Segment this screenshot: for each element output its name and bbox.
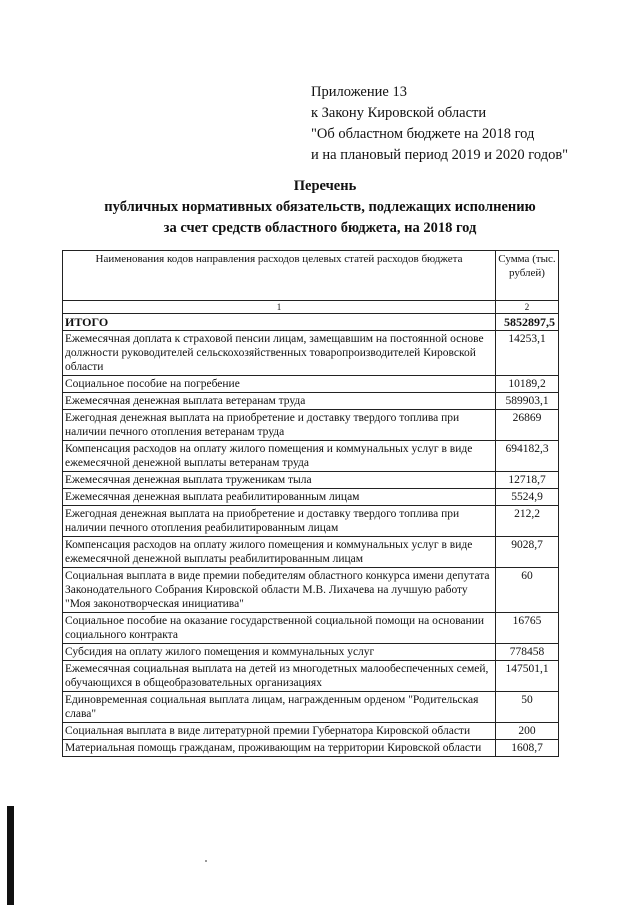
row-name: Ежемесячная денежная выплата реабилитированным лицам — [63, 489, 496, 506]
row-value: 26869 — [496, 410, 559, 441]
total-value: 5852897,5 — [496, 314, 559, 331]
row-name: Ежегодная денежная выплата на приобретение и доставку твердого топлива при наличии печного отопления реабилитированным лицам — [63, 506, 496, 537]
appendix-line: и на плановый период 2019 и 2020 годов" — [311, 147, 569, 163]
row-value: 14253,1 — [496, 331, 559, 376]
row-name: Единовременная социальная выплата лицам, награжденным орденом "Родительская слава" — [63, 692, 496, 723]
document-heading — [0, 176, 640, 239]
row-value: 694182,3 — [496, 441, 559, 472]
row-name: Социальное пособие на оказание государственной социальной помощи на основании социального контракта — [63, 613, 496, 644]
table-row — [63, 661, 559, 692]
document-title: Перечень — [293, 178, 357, 194]
row-name: Социальная выплата в виде премии победителям областного конкурса имени депутата Законодательного Собрания Кировской области М.В. Лихачева на лучшую работу "Моя законотворческая инициатива" — [63, 568, 496, 613]
table-row — [63, 692, 559, 723]
scan-speck — [205, 860, 207, 862]
table-row — [63, 489, 559, 506]
obligations-table — [62, 250, 559, 757]
row-name: Ежегодная денежная выплата на приобретение и доставку твердого топлива при наличии печного отопления ветеранам труда — [63, 410, 496, 441]
row-value: 60 — [496, 568, 559, 613]
row-name: Социальная выплата в виде литературной премии Губернатора Кировской области — [63, 723, 496, 740]
table-row — [63, 537, 559, 568]
total-label: ИТОГО — [63, 314, 496, 331]
table-row — [63, 506, 559, 537]
appendix-line: к Закону Кировской области — [311, 105, 487, 121]
document-subtitle-line: за счет средств областного бюджета, на 2018 год — [163, 220, 477, 236]
row-value: 147501,1 — [496, 661, 559, 692]
row-value: 16765 — [496, 613, 559, 644]
table-row — [63, 613, 559, 644]
row-name: Ежемесячная денежная выплата ветеранам труда — [63, 393, 496, 410]
column-header-sum: Сумма (тыс. рублей) — [496, 251, 559, 301]
row-name: Компенсация расходов на оплату жилого помещения и коммунальных услуг в виде ежемесячной денежной выплаты реабилитированным лицам — [63, 537, 496, 568]
document-subtitle-line: публичных нормативных обязательств, подлежащих исполнению — [104, 199, 536, 215]
table-row — [63, 376, 559, 393]
row-name: Ежемесячная денежная выплата труженикам тыла — [63, 472, 496, 489]
row-name: Материальная помощь гражданам, проживающим на территории Кировской области — [63, 740, 496, 757]
table-row — [63, 331, 559, 376]
row-value: 9028,7 — [496, 537, 559, 568]
row-name: Социальное пособие на погребение — [63, 376, 496, 393]
row-name: Ежемесячная доплата к страховой пенсии лицам, замещавшим на постоянной основе должности руководителей сельскохозяйственных товаропроизводителей Кировской области — [63, 331, 496, 376]
table-row — [63, 568, 559, 613]
scan-edge-mark — [7, 806, 14, 905]
table-row — [63, 740, 559, 757]
row-value: 50 — [496, 692, 559, 723]
column-number-row — [63, 301, 559, 314]
table-row — [63, 644, 559, 661]
table-row — [63, 441, 559, 472]
column-number-2: 2 — [496, 301, 559, 314]
row-value: 589903,1 — [496, 393, 559, 410]
row-value: 212,2 — [496, 506, 559, 537]
row-value: 200 — [496, 723, 559, 740]
row-value: 12718,7 — [496, 472, 559, 489]
appendix-line: Приложение 13 — [311, 84, 407, 100]
table-row — [63, 723, 559, 740]
row-value: 10189,2 — [496, 376, 559, 393]
row-name: Субсидия на оплату жилого помещения и коммунальных услуг — [63, 644, 496, 661]
column-header-name: Наименования кодов направления расходов целевых статей расходов бюджета — [63, 251, 496, 301]
row-name: Компенсация расходов на оплату жилого помещения и коммунальных услуг в виде ежемесячной денежной выплаты ветеранам труда — [63, 441, 496, 472]
appendix-block — [311, 82, 568, 166]
appendix-line: "Об областном бюджете на 2018 год — [311, 126, 535, 142]
row-value: 778458 — [496, 644, 559, 661]
row-value: 5524,9 — [496, 489, 559, 506]
table-header-row — [63, 251, 559, 301]
table-row — [63, 410, 559, 441]
row-value: 1608,7 — [496, 740, 559, 757]
row-name: Ежемесячная социальная выплата на детей из многодетных малообеспеченных семей, обучающихся в общеобразовательных организациях — [63, 661, 496, 692]
total-row — [63, 314, 559, 331]
table-row — [63, 393, 559, 410]
column-number-1: 1 — [63, 301, 496, 314]
table-row — [63, 472, 559, 489]
